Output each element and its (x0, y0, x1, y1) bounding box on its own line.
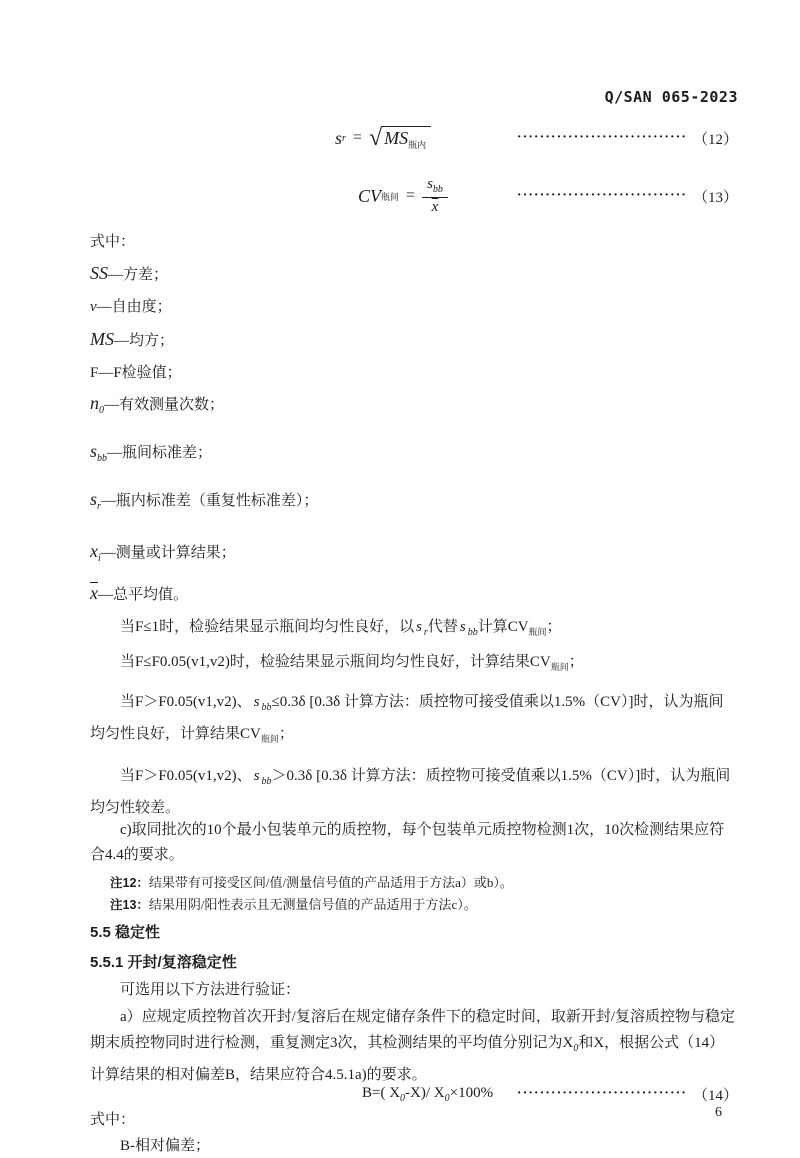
definition-n0 (90, 390, 738, 424)
heading-5-5-1: 5.5.1 开封/复溶稳定性 (90, 954, 237, 971)
text-run: 计算CV (477, 619, 529, 635)
math-sub: 0 (400, 1092, 406, 1104)
text-run: ； (278, 726, 294, 742)
dotted-leader: ······························ (516, 1086, 687, 1101)
definition-text: —测量或计算结果； (100, 545, 236, 561)
math-sub: r (97, 501, 101, 512)
text-run: 和X，根据公式（14）计算结果的相对偏差B，结果应符合4.5.1a)的要求。 (90, 1035, 725, 1083)
math-var: ν (90, 299, 97, 315)
math-sub: 瓶间 (550, 662, 569, 672)
math-sub: bb (432, 184, 443, 196)
math-var: s (253, 768, 260, 784)
math-sub: 瓶间 (381, 191, 400, 202)
radicand (382, 126, 431, 151)
definition-text: —均方； (114, 333, 175, 349)
formula-13-number: （13） (692, 189, 738, 206)
math-var: s (253, 694, 260, 710)
math-var: s (427, 176, 433, 193)
definition-text: —瓶间标准差； (107, 445, 213, 461)
where-label: 式中： (90, 234, 136, 250)
definition-text: —自由度； (96, 299, 172, 315)
para-method-a (90, 1004, 738, 1088)
leader-group-12 (517, 128, 738, 149)
para-f-le-1 (90, 614, 738, 646)
math-sub: r (423, 627, 428, 638)
math-sub: bb (467, 627, 478, 638)
text-run: ×100% (449, 1084, 494, 1101)
definition-nu (90, 294, 738, 320)
page-number: 6 (715, 1105, 722, 1120)
math-var: s (416, 619, 422, 635)
fraction-denominator (432, 198, 439, 216)
note-text: 结果带有可接受区间/值/测量信号值的产品适用于方法a）或b）。 (148, 875, 513, 890)
math-var: MS (90, 329, 114, 349)
doc-number: Q/SAN 065-2023 (604, 88, 738, 106)
note-text: 结果用阴/阳性表示且无测量信号值的产品适用于方法c）。 (148, 897, 477, 912)
formula-14 (362, 1085, 493, 1104)
math-sub: 瓶内 (408, 139, 427, 150)
math-sub: bb (261, 702, 272, 713)
note-13 (110, 894, 738, 916)
definition-text: —瓶内标准差（重复性标准差）； (100, 493, 319, 509)
dotted-leader: ······························ (516, 188, 687, 203)
formula-13-row (90, 170, 738, 222)
text-run: ； (546, 619, 562, 635)
fraction (422, 176, 448, 216)
para-f-gt-poor (90, 763, 738, 822)
dotted-leader: ······························ (516, 130, 687, 145)
definition-ss (90, 260, 738, 288)
definition-xbar (90, 580, 738, 608)
math-var: s (90, 489, 98, 509)
definition-sbb (90, 438, 738, 472)
text-run: 代替 (427, 619, 458, 635)
formula-12-number: （12） (692, 131, 738, 148)
text-run: 当F≤F0.05(v1,v2)时，检验结果显示瓶间均匀性良好，计算结果CV (120, 654, 551, 670)
leader-group-13 (517, 186, 738, 207)
math-var: F (90, 365, 99, 381)
definition-sr (90, 486, 738, 520)
note-label: 注13： (110, 898, 149, 912)
equals-sign: = (352, 129, 362, 146)
definition-ms (90, 326, 738, 354)
text-run: B=( X (362, 1084, 401, 1101)
math-sub: bb (97, 453, 108, 464)
note-12 (110, 872, 738, 894)
math-sub: 瓶间 (528, 627, 547, 637)
formula-12 (335, 126, 431, 151)
math-var: s (335, 127, 343, 148)
math-var: MS (384, 127, 409, 148)
math-sub: 0 (99, 405, 104, 416)
formula-14-number: （14） (692, 1087, 738, 1104)
math-sub: 瓶间 (260, 734, 279, 744)
definition-xi (90, 538, 738, 572)
where-label-2: 式中： (90, 1112, 136, 1128)
text-run: ； (568, 654, 584, 670)
definition-f (90, 360, 738, 386)
text-run: 当F＞F0.05(v1,v2)、 (120, 694, 252, 710)
definition-b: B-相对偏差； (120, 1138, 211, 1154)
text-run: ≤0.3δ [0.3δ 计算方法：质控物可接受值乘以1.5%（CV）]时，认为瓶间均匀性良好，计算结果CV (90, 694, 724, 742)
definition-text: —F检验值； (98, 365, 182, 381)
math-sub: 0 (444, 1092, 450, 1104)
math-var-xbar: $\overline{x}$ (90, 583, 98, 603)
formula-13 (358, 176, 448, 216)
fraction-numerator (422, 176, 448, 198)
math-var-xbar: x (431, 198, 439, 215)
heading-5-5: 5.5 稳定性 (90, 924, 161, 941)
math-var: s (459, 619, 466, 635)
math-sub: bb (261, 776, 272, 787)
leader-group-14 (517, 1084, 738, 1105)
para-intro: 可选用以下方法进行验证： (120, 982, 301, 998)
para-f-le-f005 (90, 649, 738, 681)
math-var: n (90, 393, 99, 413)
para-method-c: c)取同批次的10个最小包装单元的质控物，每个包装单元质控物检测1次，10次检测结果应符合4.4的要求。 (90, 822, 725, 863)
note-label: 注12： (110, 876, 149, 890)
math-var: x (90, 541, 98, 561)
sqrt-icon: √ (368, 125, 383, 151)
text-run: ＞0.3δ [0.3δ 计算方法：质控物可接受值乘以1.5%（CV）]时，认为瓶间均匀性较差。 (90, 768, 731, 816)
text-run: -X)/ X (405, 1084, 445, 1101)
text-run: 当F＞F0.05(v1,v2)、 (120, 768, 252, 784)
text-run: 当F≤1时，检验结果显示瓶间均匀性良好，以 (120, 619, 415, 635)
math-var: CV (358, 185, 382, 206)
formula-12-row (90, 120, 738, 156)
math-sub: r (342, 132, 346, 144)
math-sub: i (98, 553, 101, 564)
equals-sign: = (406, 187, 416, 204)
para-f-gt-good (90, 689, 738, 753)
definition-text: —总平均值。 (98, 587, 189, 603)
math-var: SS (90, 263, 108, 283)
text-run: a）应规定质控物首次开封/复溶后在规定储存条件下的稳定时间，取新开封/复溶质控物与稳定期末质控物同时进行检测，重复测定3次，其检测结果的平均值分别记为X (90, 1009, 735, 1051)
math-sub: 0 (573, 1043, 579, 1054)
math-var: s (90, 441, 98, 461)
definition-text: —方差； (108, 267, 169, 283)
definition-text: —有效测量次数； (104, 397, 225, 413)
